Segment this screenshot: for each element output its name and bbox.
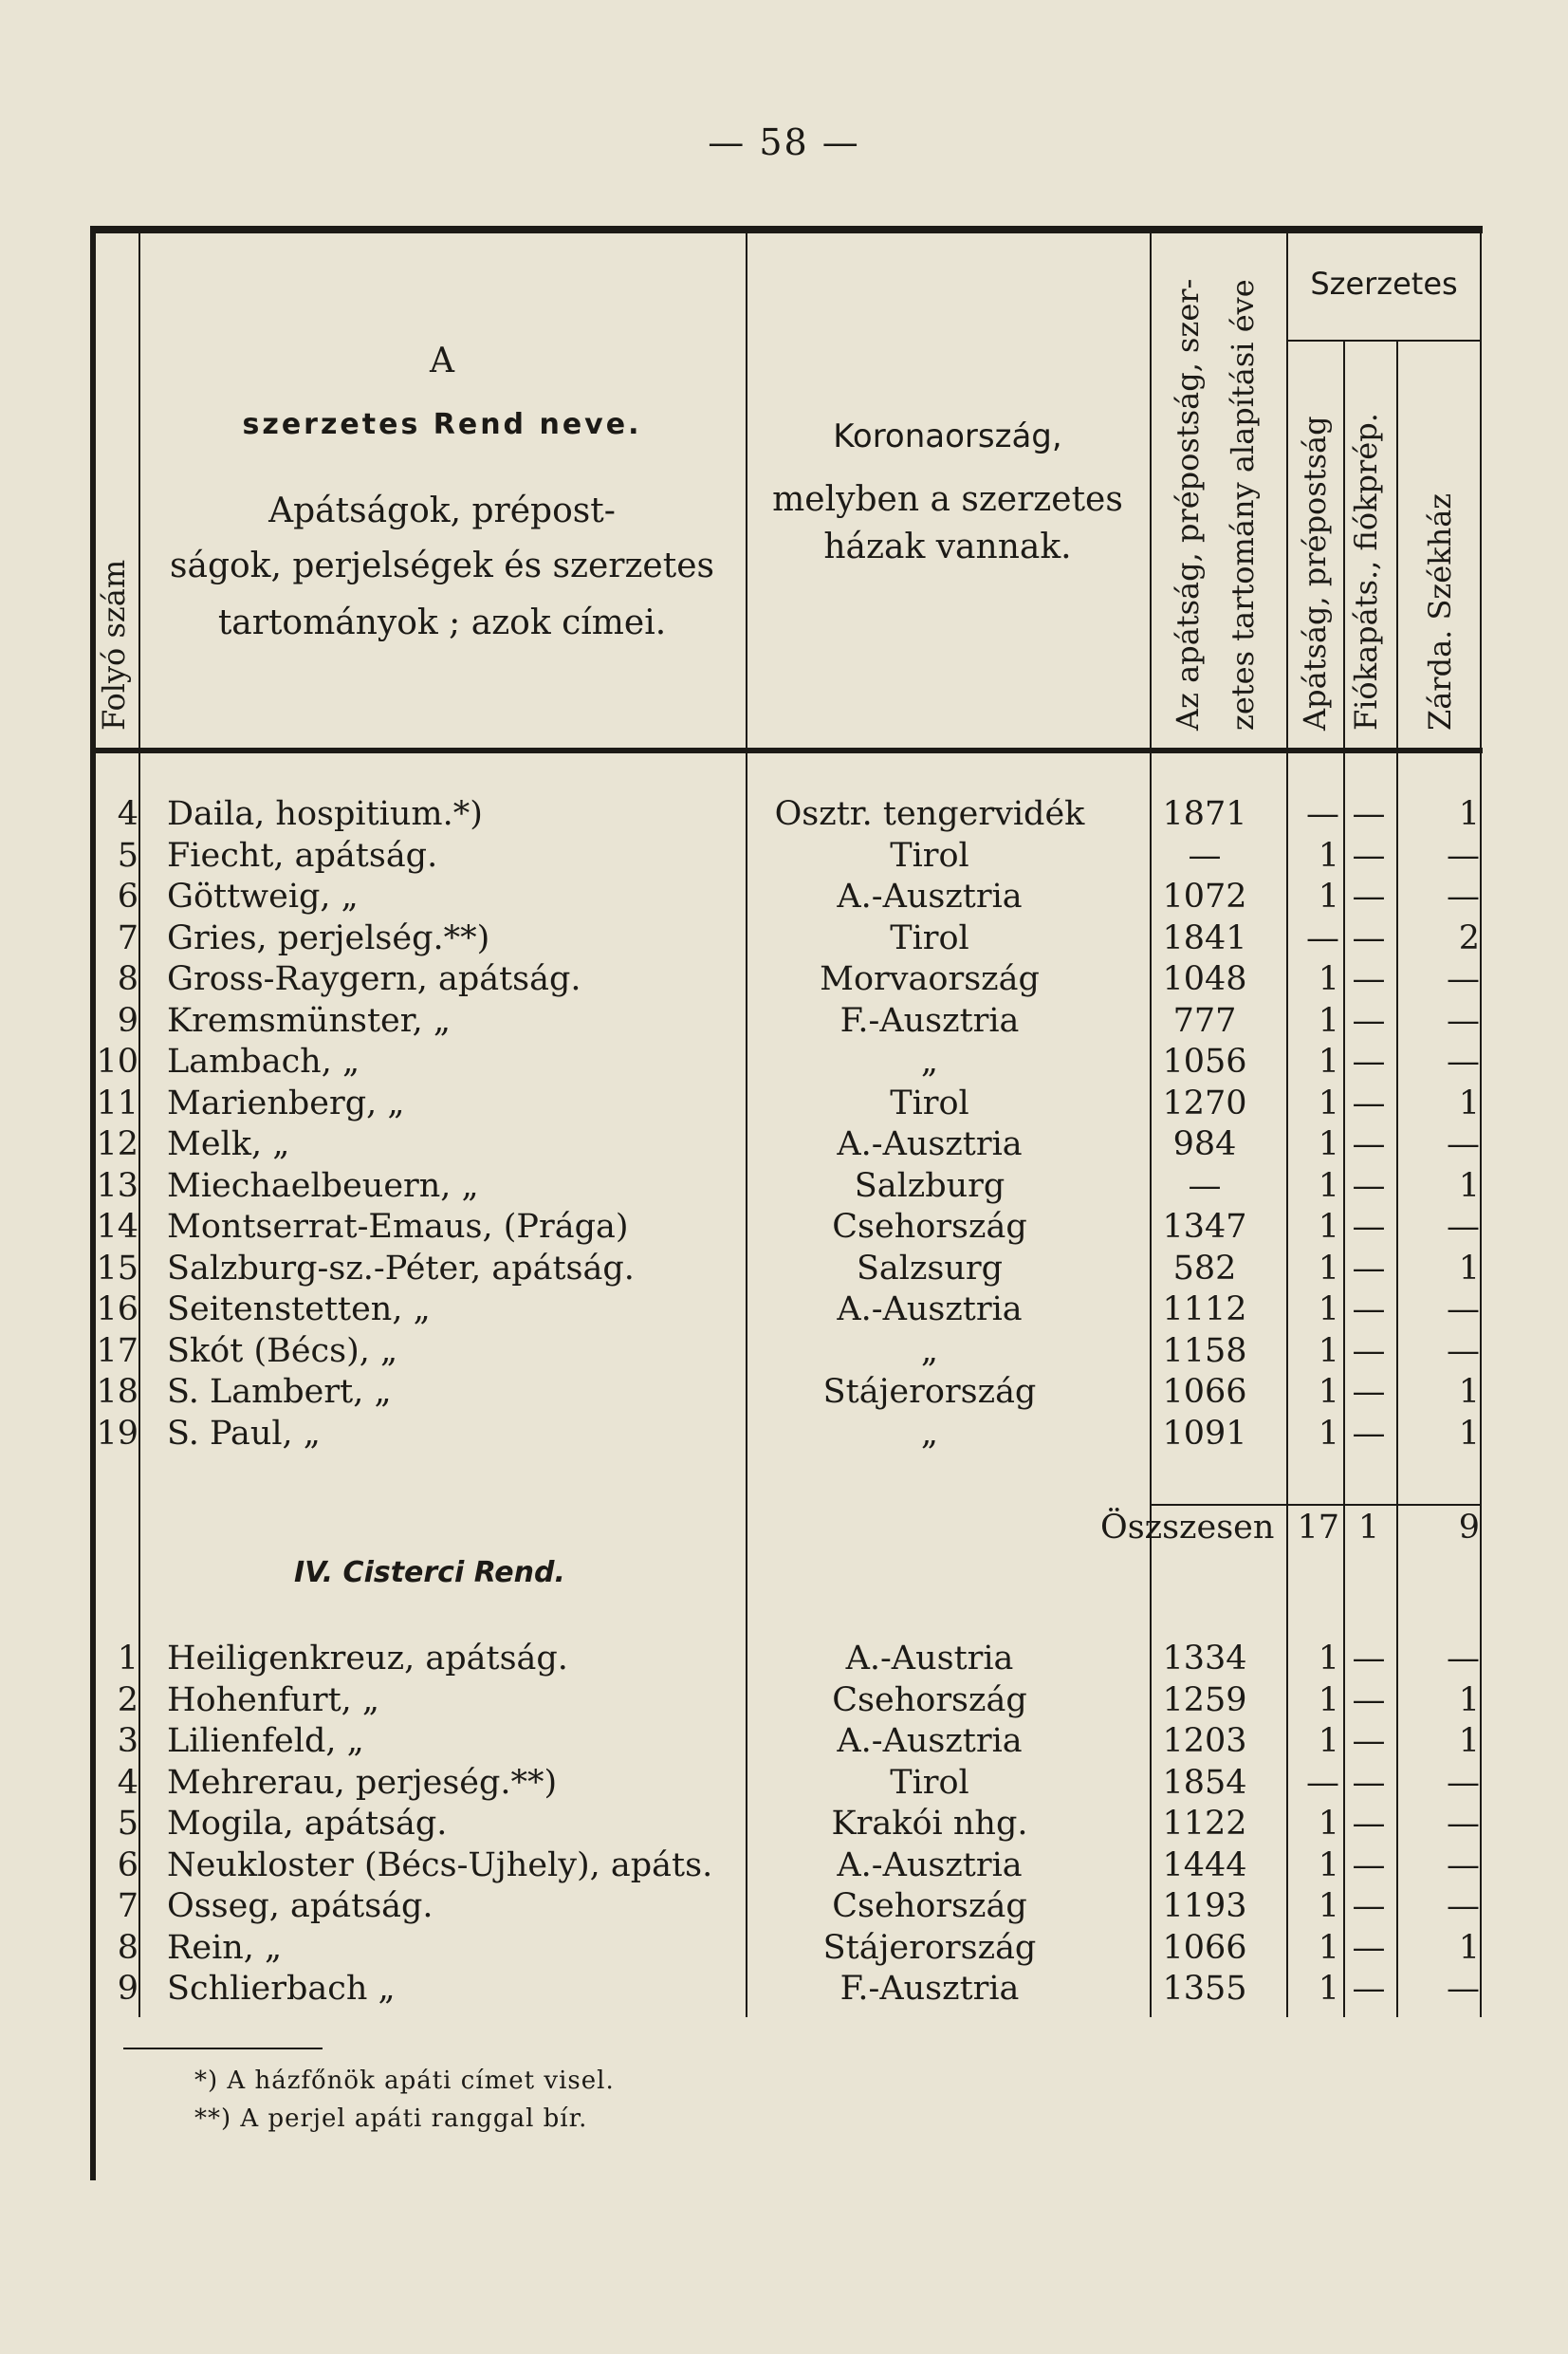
section-title: IV. Cisterci Rend.: [294, 1556, 565, 1589]
row-country: „: [920, 1414, 939, 1453]
page-number: — 58 —: [708, 121, 860, 163]
row-year: 1112: [1162, 1290, 1247, 1328]
row-number: 9: [117, 1001, 138, 1040]
header-name-c3: tartományok ; azok címei.: [217, 603, 667, 642]
row-count-b: —: [1352, 1763, 1386, 1802]
row-count-c: —: [1447, 1001, 1480, 1040]
row-country: F.-Ausztria: [839, 1970, 1020, 2008]
row-count-b: —: [1352, 795, 1386, 833]
row-count-b: —: [1352, 1805, 1386, 1843]
row-number: 14: [96, 1208, 138, 1246]
row-name: Fiecht, apátság.: [167, 836, 438, 875]
row-count-a: 1: [1318, 1290, 1339, 1328]
row-name: Melk, „: [167, 1125, 290, 1163]
row-count-a: 1: [1318, 1805, 1339, 1843]
header-name-a: A: [430, 342, 454, 380]
header-szerzetes: Szerzetes: [1310, 266, 1458, 302]
row-count-a: —: [1306, 795, 1339, 833]
row-count-a: 1: [1318, 1928, 1339, 1967]
table-row: [0, 1248, 1568, 1289]
row-name: Neukloster (Bécs-Ujhely), apáts.: [167, 1845, 713, 1884]
row-count-c: 1: [1458, 795, 1480, 833]
row-count-b: —: [1352, 1414, 1386, 1453]
row-country: Morvaország: [820, 960, 1040, 998]
row-count-b: —: [1352, 1166, 1386, 1205]
row-name: S. Lambert, „: [167, 1373, 392, 1411]
row-count-c: 1: [1458, 1680, 1480, 1719]
table-row: [0, 1844, 1568, 1886]
row-year: —: [1188, 836, 1222, 875]
row-count-a: 1: [1318, 1125, 1339, 1163]
row-country: Tirol: [890, 836, 969, 875]
footnote-1: *) A házfőnök apáti címet visel.: [194, 2067, 615, 2095]
row-count-b: —: [1352, 1722, 1386, 1760]
row-count-a: 1: [1318, 1208, 1339, 1246]
header-country-3: házak vannak.: [823, 528, 1072, 566]
row-name: Lilienfeld, „: [167, 1722, 364, 1760]
row-name: Heiligenkreuz, apátság.: [167, 1640, 568, 1677]
row-year: 777: [1172, 1001, 1237, 1040]
row-country: F.-Ausztria: [839, 1001, 1020, 1040]
row-count-a: 1: [1318, 1640, 1339, 1677]
row-number: 2: [117, 1680, 138, 1719]
row-name: Osseg, apátság.: [167, 1887, 434, 1925]
row-number: 5: [117, 836, 138, 875]
header-year-1: Az apátság, prépostság, szer-: [1170, 278, 1206, 731]
row-count-b: —: [1352, 1680, 1386, 1719]
row-count-a: 1: [1318, 1331, 1339, 1370]
row-count-a: 1: [1318, 1166, 1339, 1205]
row-count-c: —: [1447, 1970, 1480, 2008]
row-number: 1: [117, 1640, 138, 1677]
row-year: 984: [1172, 1125, 1237, 1163]
row-count-b: —: [1352, 878, 1386, 916]
header-col-c: Zárda. Székház: [1422, 492, 1458, 731]
row-number: 16: [96, 1290, 138, 1328]
row-count-a: 1: [1318, 1722, 1339, 1760]
row-number: 9: [117, 1970, 138, 2008]
row-country: Stájerország: [822, 1373, 1037, 1411]
row-count-c: 1: [1458, 1084, 1480, 1122]
row-count-b: —: [1352, 1001, 1386, 1040]
row-count-b: —: [1352, 1928, 1386, 1967]
row-count-a: —: [1306, 1763, 1339, 1802]
row-year: 1203: [1162, 1722, 1247, 1760]
row-count-c: —: [1447, 1208, 1480, 1246]
row-country: Csehország: [832, 1208, 1027, 1246]
row-year: 1334: [1162, 1640, 1247, 1677]
row-count-a: 1: [1318, 1680, 1339, 1719]
row-name: Gross-Raygern, apátság.: [167, 960, 581, 998]
row-count-c: —: [1447, 1805, 1480, 1843]
row-number: 7: [117, 1887, 138, 1925]
row-count-a: 1: [1318, 1887, 1339, 1925]
row-year: 1355: [1162, 1970, 1247, 2008]
header-name-c2: ságok, perjelségek és szerzetes: [170, 547, 714, 585]
table-row: [0, 1165, 1568, 1207]
table-row: [0, 1041, 1568, 1083]
row-count-c: —: [1447, 1640, 1480, 1677]
row-count-a: 1: [1318, 1845, 1339, 1884]
row-year: 1270: [1162, 1084, 1247, 1122]
row-year: 1841: [1162, 918, 1247, 957]
row-count-b: —: [1352, 1043, 1386, 1081]
row-count-b: —: [1352, 1640, 1386, 1677]
row-country: Csehország: [832, 1887, 1027, 1925]
header-folyo-szam: Folyó szám: [96, 559, 132, 731]
table-row: [0, 1927, 1568, 1969]
row-count-a: 1: [1318, 836, 1339, 875]
row-count-c: 1: [1458, 1722, 1480, 1760]
row-count-c: 1: [1458, 1414, 1480, 1453]
row-count-c: —: [1447, 1043, 1480, 1081]
row-name: Mehrerau, perjeség.**): [167, 1763, 558, 1802]
header-col-a-1: Apátság, prépostság: [1297, 416, 1333, 731]
row-count-b: —: [1352, 1845, 1386, 1884]
row-year: 1048: [1162, 960, 1247, 998]
szerzetes-rule: [1286, 340, 1482, 342]
row-count-a: —: [1306, 918, 1339, 957]
table-row: [0, 1720, 1568, 1762]
total-rule: [1150, 1504, 1482, 1506]
row-number: 3: [117, 1722, 138, 1760]
table-row: [0, 1968, 1568, 2010]
row-country: Osztr. tengervidék: [774, 795, 1085, 833]
row-name: Skót (Bécs), „: [167, 1331, 398, 1370]
row-name: Mogila, apátság.: [167, 1805, 448, 1843]
row-count-c: —: [1447, 1125, 1480, 1163]
table-row: [0, 1083, 1568, 1124]
row-number: 6: [117, 878, 138, 916]
row-number: 8: [117, 1928, 138, 1967]
header-bottom-rule: [90, 748, 1483, 753]
table-row: [0, 793, 1568, 835]
row-country: Salzburg: [854, 1166, 1005, 1205]
row-count-b: —: [1352, 1125, 1386, 1163]
row-country: A.-Ausztria: [837, 878, 1023, 916]
row-year: 1056: [1162, 1043, 1247, 1081]
row-country: Stájerország: [822, 1928, 1037, 1967]
row-country: Csehország: [832, 1680, 1027, 1719]
row-year: 1066: [1162, 1373, 1247, 1411]
row-name: Marienberg, „: [167, 1084, 405, 1122]
row-count-a: 1: [1318, 960, 1339, 998]
row-country: „: [920, 1331, 939, 1370]
row-count-c: —: [1447, 1887, 1480, 1925]
row-year: 1871: [1162, 795, 1247, 833]
row-year: 1122: [1162, 1805, 1247, 1843]
table-row: [0, 1330, 1568, 1372]
row-name: Daila, hospitium.*): [167, 795, 483, 833]
row-count-a: 1: [1318, 1414, 1339, 1453]
table-row: [0, 1413, 1568, 1455]
row-count-c: 1: [1458, 1249, 1480, 1288]
header-year-2: zetes tartomány alapítási éve: [1225, 279, 1261, 731]
footnote-2: **) A perjel apáti ranggal bír.: [194, 2104, 588, 2133]
row-count-a: 1: [1318, 1373, 1339, 1411]
row-year: 1193: [1162, 1887, 1247, 1925]
row-number: 18: [96, 1373, 138, 1411]
row-count-c: —: [1447, 1845, 1480, 1884]
table-row: [0, 1885, 1568, 1927]
row-count-b: —: [1352, 1249, 1386, 1288]
row-count-b: —: [1352, 1208, 1386, 1246]
row-name: Kremsmünster, „: [167, 1001, 452, 1040]
row-name: Seitenstetten, „: [167, 1290, 431, 1328]
table-row: [0, 835, 1568, 877]
row-year: 1091: [1162, 1414, 1247, 1453]
row-count-b: —: [1352, 1887, 1386, 1925]
row-country: A.-Ausztria: [837, 1722, 1023, 1760]
row-number: 5: [117, 1805, 138, 1843]
row-year: 1072: [1162, 878, 1247, 916]
row-count-a: 1: [1318, 1249, 1339, 1288]
row-count-c: 1: [1458, 1373, 1480, 1411]
row-name: Salzburg-sz.-Péter, apátság.: [167, 1249, 635, 1288]
row-count-c: 1: [1458, 1928, 1480, 1967]
row-year: 582: [1172, 1249, 1237, 1288]
row-name: Rein, „: [167, 1928, 283, 1967]
row-count-c: —: [1447, 1331, 1480, 1370]
row-count-c: —: [1447, 878, 1480, 916]
row-country: A.-Ausztria: [837, 1845, 1023, 1884]
total-c: 9: [1458, 1509, 1480, 1547]
row-name: Montserrat-Emaus, (Prága): [167, 1208, 629, 1246]
row-count-b: —: [1352, 1373, 1386, 1411]
row-country: Tirol: [890, 1084, 969, 1122]
row-count-a: 1: [1318, 878, 1339, 916]
row-country: Krakói nhg.: [831, 1805, 1028, 1843]
row-count-c: —: [1447, 960, 1480, 998]
row-name: Hohenfurt, „: [167, 1680, 380, 1719]
row-country: Tirol: [890, 918, 969, 957]
row-country: A.-Ausztria: [837, 1290, 1023, 1328]
row-count-b: —: [1352, 1084, 1386, 1122]
row-name: Miechaelbeuern, „: [167, 1166, 479, 1205]
row-name: Schlierbach „: [167, 1970, 396, 2008]
row-count-a: 1: [1318, 1043, 1339, 1081]
row-count-b: —: [1352, 1290, 1386, 1328]
row-count-a: 1: [1318, 1001, 1339, 1040]
row-number: 12: [96, 1125, 138, 1163]
row-count-b: —: [1352, 836, 1386, 875]
total-a: 17: [1297, 1509, 1339, 1547]
table-row: [0, 1206, 1568, 1248]
row-number: 6: [117, 1845, 138, 1884]
table-top-rule: [90, 226, 1483, 233]
table-row: [0, 1123, 1568, 1165]
row-year: 1066: [1162, 1928, 1247, 1967]
row-number: 17: [96, 1331, 138, 1370]
table-row: [0, 1638, 1568, 1679]
total-b: 1: [1357, 1509, 1380, 1547]
header-name-c1: Apátságok, prépost-: [268, 491, 616, 530]
row-number: 7: [117, 918, 138, 957]
row-count-b: —: [1352, 960, 1386, 998]
table-row: [0, 1803, 1568, 1844]
row-count-c: 1: [1458, 1166, 1480, 1205]
row-count-c: —: [1447, 1763, 1480, 1802]
table-row: [0, 1679, 1568, 1721]
row-country: Tirol: [890, 1763, 969, 1802]
row-year: —: [1188, 1166, 1222, 1205]
row-name: Gries, perjelség.**): [167, 918, 490, 957]
row-number: 8: [117, 960, 138, 998]
table-row: [0, 1288, 1568, 1330]
table-row: [0, 958, 1568, 1000]
table-row: [0, 1371, 1568, 1413]
header-col-a-2: Fiókapáts., fiókprép.: [1348, 413, 1384, 731]
row-number: 19: [96, 1414, 138, 1453]
total-label: Öszszesen: [1100, 1509, 1275, 1547]
row-year: 1259: [1162, 1680, 1247, 1719]
row-country: A.-Ausztria: [837, 1125, 1023, 1163]
row-name: Lambach, „: [167, 1043, 360, 1081]
row-number: 10: [96, 1043, 138, 1081]
table-row: [0, 1000, 1568, 1042]
row-name: S. Paul, „: [167, 1414, 321, 1453]
row-country: „: [920, 1043, 939, 1081]
row-count-c: 2: [1458, 918, 1480, 957]
header-country-2: melyben a szerzetes: [772, 480, 1123, 519]
row-number: 13: [96, 1166, 138, 1205]
row-year: 1347: [1162, 1208, 1247, 1246]
row-count-a: 1: [1318, 1084, 1339, 1122]
row-name: Göttweig, „: [167, 878, 359, 916]
header-name-b: szerzetes Rend neve.: [242, 408, 642, 441]
row-year: 1158: [1162, 1331, 1247, 1370]
row-year: 1444: [1162, 1845, 1247, 1884]
row-count-b: —: [1352, 918, 1386, 957]
row-number: 4: [117, 795, 138, 833]
row-count-c: —: [1447, 1290, 1480, 1328]
row-number: 15: [96, 1249, 138, 1288]
row-number: 4: [117, 1763, 138, 1802]
table-row: [0, 1762, 1568, 1804]
row-year: 1854: [1162, 1763, 1247, 1802]
row-country: A.-Austria: [845, 1640, 1014, 1677]
row-count-b: —: [1352, 1331, 1386, 1370]
row-country: Salzsurg: [856, 1249, 1004, 1288]
table-row: [0, 876, 1568, 918]
row-count-b: —: [1352, 1970, 1386, 2008]
row-number: 11: [96, 1084, 138, 1122]
footnote-rule: [123, 2048, 323, 2049]
row-count-c: —: [1447, 836, 1480, 875]
header-country-1: Koronaország,: [833, 417, 1062, 455]
row-count-a: 1: [1318, 1970, 1339, 2008]
table-row: [0, 918, 1568, 959]
